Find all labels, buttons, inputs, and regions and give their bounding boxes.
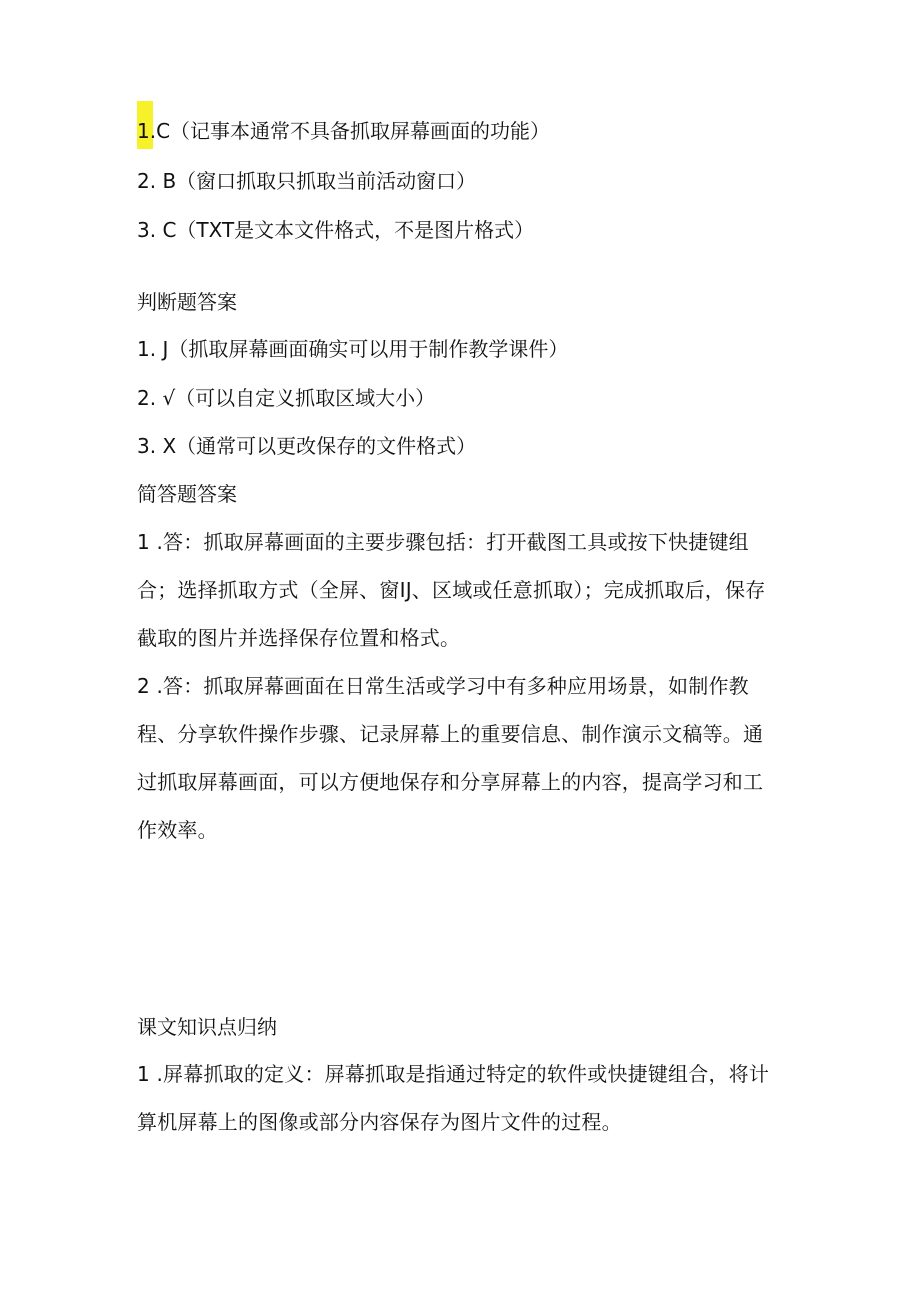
choice-answer-3: 3. C（TXT是文本文件格式，不是图片格式）	[137, 218, 535, 242]
tf-answer-3: 3. X（通常可以更改保存的文件格式）	[137, 434, 477, 458]
short-answer-1: 1 .答：抓取屏幕画面的主要步骤包括：打开截图工具或按下快捷键组合；选择抓取方式（全屏、窗IJ、区域或任意抓取）；完成抓取后，保存截取的图片并选择保存位置和格式。	[137, 530, 766, 650]
tf-answer-2: 2. √（可以自定义抓取区域大小）	[137, 386, 436, 410]
tf-heading: 判断题答案	[137, 290, 237, 314]
summary-item-1: 1 .屏幕抓取的定义：屏幕抓取是指通过特定的软件或快捷键组合，将计算机屏幕上的图像或部分内容保存为图片文件的过程。	[137, 1062, 770, 1134]
choice-answer-2: 2. B（窗口抓取只抓取当前活动窗口）	[137, 169, 477, 193]
short-heading: 简答题答案	[137, 482, 237, 506]
choice-answer-1: 1.C（记事本通常不具备抓取屏幕画面的功能）	[137, 119, 551, 143]
summary-heading: 课文知识点归纳	[137, 1015, 277, 1039]
short-answer-2: 2 .答：抓取屏幕画面在日常生活或学习中有多种应用场景，如制作教程、分享软件操作步骤、记录屏幕上的重要信息、制作演示文稿等。通过抓取屏幕画面，可以方便地保存和分享屏幕上的内容，提高学习和工作效率。	[137, 674, 764, 842]
tf-answer-1: 1. J（抓取屏幕画面确实可以用于制作教学课件）	[137, 337, 569, 361]
